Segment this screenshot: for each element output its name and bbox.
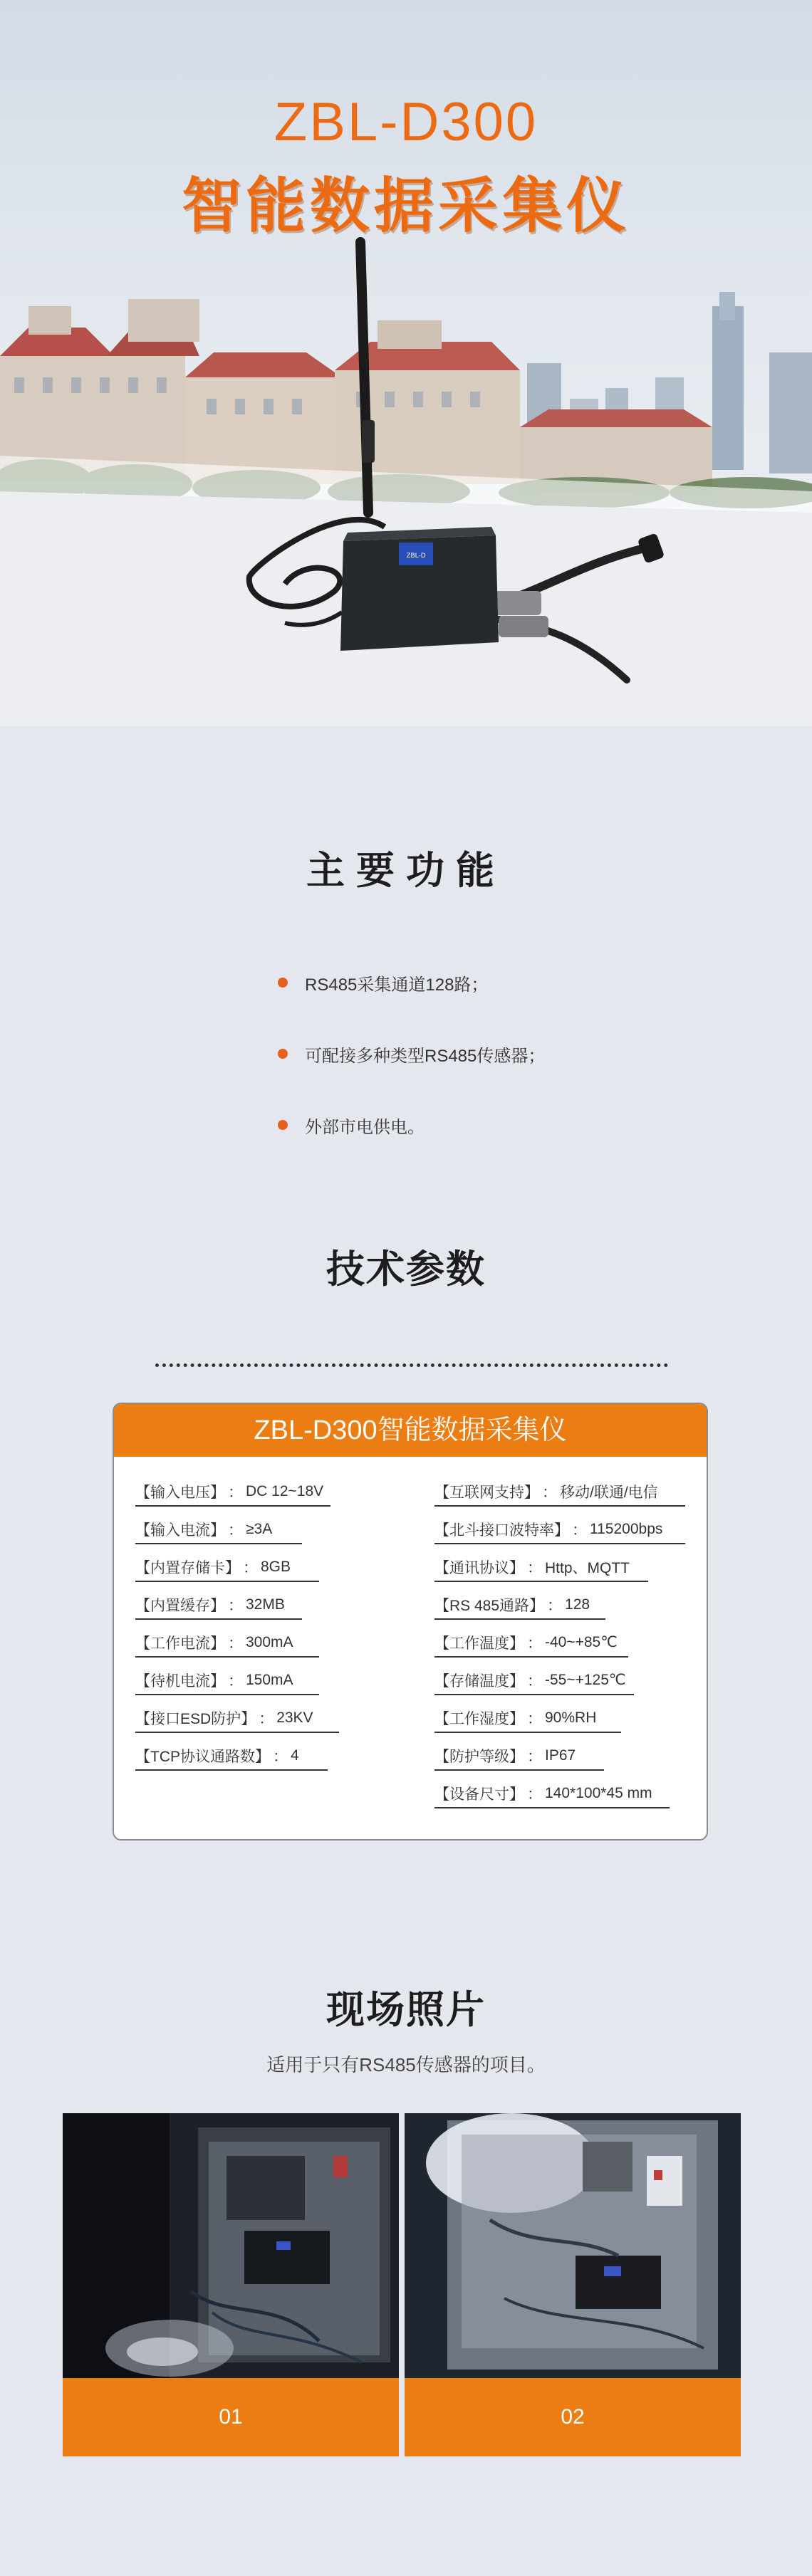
photo-label: 02	[405, 2378, 741, 2456]
function-item	[278, 947, 545, 1018]
dotted-divider	[155, 1363, 668, 1367]
spec-separator: ：	[228, 1522, 243, 1539]
spec-row	[135, 1699, 323, 1737]
hero-section	[0, 0, 812, 726]
row-underline	[434, 1769, 604, 1771]
spec-value: 移动/联通/电信	[560, 1484, 658, 1501]
spec-separator: ：	[527, 1786, 542, 1803]
spec-separator: ：	[572, 1522, 587, 1539]
bullet-icon	[278, 978, 288, 988]
spec-label: 【内置缓存】	[135, 1597, 225, 1614]
row-underline	[434, 1694, 634, 1695]
row-underline	[135, 1769, 328, 1771]
spec-separator: ：	[527, 1710, 542, 1727]
row-underline	[434, 1656, 628, 1658]
photos-section	[0, 1887, 812, 2576]
spec-separator: ：	[243, 1559, 258, 1576]
spec-row	[135, 1548, 323, 1586]
spec-value: 115200bps	[590, 1520, 663, 1537]
spec-label: 【输入电压】	[135, 1484, 225, 1501]
row-underline	[434, 1581, 648, 1582]
spec-label: 【互联网支持】	[434, 1484, 539, 1501]
specs-section	[0, 1210, 812, 1887]
spec-value: 300mA	[246, 1633, 293, 1650]
spec-value: 90%RH	[545, 1709, 597, 1726]
data-logger-device-image	[0, 0, 812, 726]
spec-separator: ：	[527, 1672, 542, 1690]
spec-row	[434, 1623, 662, 1661]
spec-card-title: ZBL-D300智能数据采集仪	[114, 1404, 707, 1457]
spec-label: 【通讯协议】	[434, 1559, 524, 1576]
row-underline	[135, 1581, 319, 1582]
spec-card	[113, 1403, 708, 1841]
spec-label: 【工作湿度】	[434, 1710, 524, 1727]
photo-card	[405, 2113, 741, 2456]
hero-title: ZBL-D300	[274, 92, 538, 152]
row-underline	[135, 1505, 330, 1507]
row-underline	[135, 1694, 319, 1695]
spec-row	[434, 1699, 662, 1737]
row-underline	[434, 1505, 685, 1507]
spec-label: 【防护等级】	[434, 1748, 524, 1765]
spec-row	[434, 1472, 662, 1510]
spec-row	[434, 1661, 662, 1699]
spec-row	[135, 1586, 323, 1623]
spec-separator: ：	[273, 1748, 288, 1765]
spec-value: IP67	[545, 1747, 576, 1764]
spec-value: 4	[291, 1747, 299, 1764]
photo-card	[63, 2113, 399, 2456]
functions-section	[0, 726, 812, 1210]
spec-row	[135, 1623, 323, 1661]
spec-row	[434, 1510, 662, 1548]
spec-label: 【北斗接口波特率】	[434, 1522, 569, 1539]
spec-separator: ：	[527, 1635, 542, 1652]
row-underline	[434, 1732, 621, 1733]
photos-subtitle: 适用于只有RS485传感器的项目。	[266, 2054, 546, 2075]
row-underline	[434, 1618, 605, 1620]
spec-value: 23KV	[276, 1709, 313, 1726]
hero-subtitle: 智能数据采集仪	[181, 172, 630, 239]
spec-row	[135, 1510, 323, 1548]
spec-column-left	[135, 1472, 323, 1774]
spec-separator: ：	[542, 1484, 557, 1501]
spec-value: -40~+85℃	[545, 1634, 618, 1650]
spec-separator: ：	[228, 1484, 243, 1501]
spec-separator: ：	[527, 1748, 542, 1765]
photos-title: 现场照片	[326, 1989, 486, 2031]
spec-separator: ：	[228, 1635, 243, 1652]
spec-value: 32MB	[246, 1596, 285, 1613]
spec-separator: ：	[547, 1597, 563, 1614]
row-underline	[135, 1618, 302, 1620]
spec-value: 140*100*45 mm	[545, 1784, 652, 1801]
spec-label: 【接口ESD防护】	[135, 1710, 256, 1727]
spec-column-right	[434, 1472, 662, 1812]
photo-label: 01	[63, 2378, 399, 2456]
spec-separator: ：	[228, 1597, 243, 1614]
bullet-icon	[278, 1049, 288, 1059]
bullet-icon	[278, 1120, 288, 1130]
spec-label: 【工作温度】	[434, 1635, 524, 1652]
spec-label: 【设备尺寸】	[434, 1786, 524, 1803]
spec-value: 8GB	[261, 1558, 291, 1575]
row-underline	[135, 1732, 339, 1733]
spec-value: 128	[565, 1596, 590, 1613]
function-item	[278, 1089, 545, 1161]
spec-separator: ：	[527, 1559, 542, 1576]
spec-row	[135, 1737, 323, 1774]
spec-label: 【RS 485通路】	[434, 1597, 545, 1614]
spec-value: ≥3A	[246, 1520, 273, 1537]
specs-title: 技术参数	[326, 1248, 486, 1291]
spec-row	[135, 1661, 323, 1699]
spec-row	[434, 1586, 662, 1623]
spec-value: DC 12~18V	[246, 1482, 324, 1499]
row-underline	[434, 1807, 670, 1808]
function-text: 外部市电供电。	[305, 1117, 425, 1137]
spec-row	[434, 1774, 662, 1812]
spec-label: 【存储温度】	[434, 1672, 524, 1690]
site-photo-image	[405, 2113, 741, 2378]
spec-label: 【输入电流】	[135, 1522, 225, 1539]
spec-row	[434, 1548, 662, 1586]
row-underline	[135, 1656, 319, 1658]
spec-label: 【待机电流】	[135, 1672, 225, 1690]
function-text: RS485采集通道128路；	[305, 975, 489, 995]
row-underline	[434, 1543, 685, 1544]
spec-value: Http、MQTT	[545, 1559, 630, 1576]
function-item	[278, 1018, 545, 1089]
site-photo-image	[63, 2113, 399, 2378]
spec-label: 【内置存储卡】	[135, 1559, 240, 1576]
spec-row	[135, 1472, 323, 1510]
functions-title: 主要功能	[306, 849, 506, 892]
row-underline	[135, 1543, 302, 1544]
spec-separator: ：	[228, 1672, 243, 1690]
spec-label: 【工作电流】	[135, 1635, 225, 1652]
spec-label: 【TCP协议通路数】	[135, 1748, 270, 1765]
functions-list	[278, 947, 545, 1161]
spec-value: -55~+125℃	[545, 1672, 626, 1688]
spec-value: 150mA	[246, 1671, 293, 1688]
device-badge: ZBL-D	[406, 553, 426, 560]
spec-separator: ：	[259, 1710, 274, 1727]
function-text: 可配接多种类型RS485传感器；	[305, 1046, 546, 1066]
spec-row	[434, 1737, 662, 1774]
